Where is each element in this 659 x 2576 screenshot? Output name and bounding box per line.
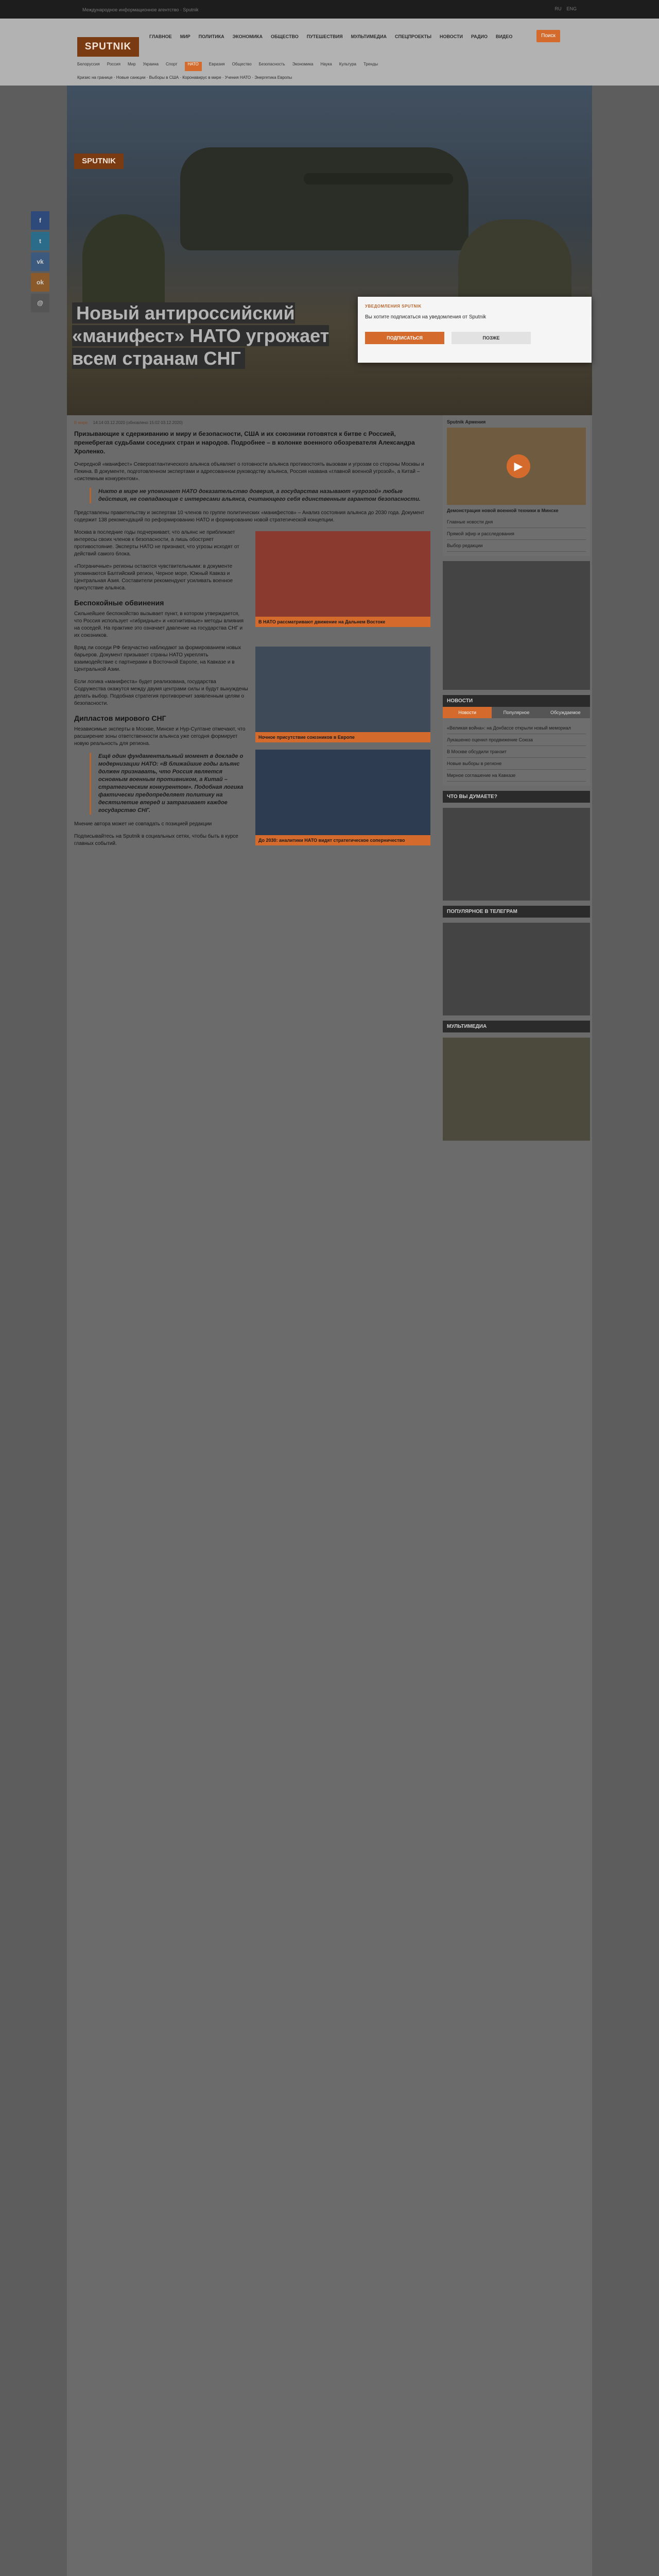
list-item[interactable]: Новые выборы в регионе	[447, 758, 586, 770]
subnav-item[interactable]: Спорт	[166, 62, 178, 66]
ad-banner[interactable]	[443, 561, 590, 690]
paragraph: «Пограничные» регионы остаются чувствительными: в документе упоминаются Балтийский регион, Черное море, Южный Кавказ и Центральная Азия. Составители рекомендуют усиливать военное присутствие альянса.	[74, 564, 233, 591]
inline-figure[interactable]	[255, 647, 430, 742]
figure-caption[interactable]: В НАТО рассматривают движение на Дальнем Востоке	[255, 617, 430, 627]
article-lead: Призывающие к сдерживанию и миру и безопасности, США и их союзники готовятся к битве с Россией, пренебрегая судьбами соседних стран и народов. Подробнее – в колонке военного обозревателя Александра Хроленко.	[74, 430, 415, 455]
twitter-icon[interactable]: t	[31, 232, 49, 250]
paragraph: Независимые эксперты в Москве, Минске и Нур-Султане отмечают, что расширение зоны ответственности альянса уже сегодня формирует новую реальность для региона.	[74, 726, 246, 747]
top-bar	[0, 0, 659, 19]
subnav-item[interactable]: Мир	[127, 62, 136, 66]
article-title: Новый антироссийский «манифест» НАТО угрожает всем странам СНГ	[72, 302, 330, 369]
figure-image	[255, 531, 430, 617]
list-item[interactable]: Мирное соглашение на Кавказе	[447, 770, 586, 782]
tab-news[interactable]: Новости	[443, 707, 492, 718]
dialog-caption: УВЕДОМЛЕНИЯ SPUTNIK	[365, 304, 422, 309]
tank-barrel	[304, 173, 453, 184]
nav-item[interactable]: МИР	[180, 34, 190, 39]
language-switcher[interactable]: RU ENG	[554, 6, 577, 11]
nav-item[interactable]: ПУТЕШЕСТВИЯ	[306, 34, 343, 39]
section-heading: Дипластов мирового СНГ	[74, 714, 166, 722]
vk-icon[interactable]: vk	[31, 252, 49, 271]
article-body	[67, 415, 438, 857]
search-button[interactable]: Поиск	[536, 30, 560, 42]
subnav-item[interactable]: Евразия	[209, 62, 225, 66]
figure-caption[interactable]: До 2030: аналитики НАТО видят стратегическое соперничество	[255, 835, 430, 845]
nav-item[interactable]: ГЛАВНОЕ	[149, 34, 172, 39]
site-header	[0, 19, 659, 86]
subnav-item[interactable]: Украина	[143, 62, 159, 66]
paragraph: Если логика «манифеста» будет реализована, государства Содружества окажутся между двумя центрами силы и будут вынуждены делать выбор. Подобная стратегия противоречит заявленным целям о безопасности.	[74, 679, 248, 706]
nav-item[interactable]: РАДИО	[471, 34, 488, 39]
card-heading: Sputnik Армения	[447, 419, 486, 425]
pull-quote: Ещё один фундаментальный момент в докладе о модернизации НАТО: «В ближайшие годы альянс должен признавать, что Россия является основным военным противником, а Китай – стратегическим конкурентом». Подобная логика фактически предопределяет политику на десятилетие вперед и затрагивает каждое государство СНГ.	[90, 753, 430, 815]
video-title[interactable]: Демонстрация новой военной техники в Минске	[447, 508, 559, 513]
subnav-item[interactable]: Белоруссия	[77, 62, 100, 66]
paragraph: Сильнейшее беспокойство вызывает пункт, в котором утверждается, что Россия использует «гибридные» и «когнитивные» методы влияния на соседей. На практике это означает давление на государства СНГ и их союзников.	[74, 611, 244, 638]
main-container	[67, 86, 592, 2576]
subnav-item[interactable]: Наука	[320, 62, 332, 66]
section-heading: Беспокойные обвинения	[74, 599, 164, 607]
subnav-item-selected[interactable]: НАТО	[185, 62, 202, 71]
paragraph: Мнение автора может не совпадать с позицией редакции	[74, 821, 212, 827]
sub-nav	[77, 62, 582, 71]
sputnik-logo[interactable]: SPUTNIK	[77, 37, 139, 57]
hero-logo: SPUTNIK	[74, 154, 124, 169]
nav-item[interactable]: ОБЩЕСТВО	[271, 34, 299, 39]
odnoklassniki-icon[interactable]: ok	[31, 273, 49, 292]
facebook-icon[interactable]: f	[31, 211, 49, 230]
sidebar	[443, 415, 590, 1141]
paragraph: Вряд ли соседи РФ безучастно наблюдают за формированием новых барьеров. Документ призывает страны НАТО укреплять взаимодействие с партнерами в Восточной Европе, на Кавказе и в Центральной Азии.	[74, 645, 241, 672]
nav-item[interactable]: МУЛЬТИМЕДИА	[351, 34, 387, 39]
pull-quote: Никто в мире не упоминает НАТО доказательство доверия, а государства называют «угрозой» любые действия, не совпадающие с интересами альянса, считающего себя единственным гарантом безопасности.	[90, 488, 430, 503]
later-button[interactable]: ПОЗЖЕ	[452, 332, 531, 344]
tab-popular[interactable]: Популярное	[503, 710, 530, 715]
inline-figure[interactable]	[255, 750, 430, 845]
share-bar	[31, 211, 49, 314]
figure-caption[interactable]: Ночное присутствие союзников в Европе	[255, 732, 430, 742]
paragraph: Москва в последние годы подчеркивает, что альянс не приближает интересы своих членов к безопасности, а лишь обостряет противостояние. Эксперты НАТО не признают, что угрозы исходят от действий самого блока.	[74, 530, 239, 557]
subnav-item[interactable]: Тренды	[363, 62, 378, 66]
article-time: 14:14 03.12.2020 (обновлено 15:02 03.12.2020)	[93, 420, 183, 425]
paragraph: Подписывайтесь на Sputnik в социальных сетях, чтобы быть в курсе главных событий.	[74, 834, 238, 846]
sidebar-heading: ПОПУЛЯРНОЕ В ТЕЛЕГРАМ	[443, 906, 590, 918]
nav-item[interactable]: ЭКОНОМИКА	[232, 34, 263, 39]
nav-item[interactable]: СПЕЦПРОЕКТЫ	[395, 34, 431, 39]
news-tabs	[443, 707, 590, 718]
subnav-item[interactable]: Общество	[232, 62, 252, 66]
video-player[interactable]	[447, 428, 586, 505]
email-icon[interactable]: @	[31, 294, 49, 312]
notification-dialog	[358, 297, 592, 363]
sidebar-heading: НОВОСТИ	[443, 695, 590, 707]
inline-figure[interactable]	[255, 531, 430, 627]
tab-discussed[interactable]: Обсуждаемое	[550, 710, 581, 715]
nav-item[interactable]: ВИДЕО	[495, 34, 513, 39]
subnav-item[interactable]: Культура	[339, 62, 356, 66]
video-card	[443, 415, 590, 556]
tank-figure	[180, 147, 469, 250]
list-item[interactable]: «Великая война»: на Донбассе открыли новый мемориал	[447, 722, 586, 734]
list-item[interactable]: В Москве обсудили транзит	[447, 746, 586, 758]
figure-image	[255, 647, 430, 732]
play-icon[interactable]: ▶	[507, 454, 530, 478]
paragraph: Очередной «манифест» Североатлантического альянса объявляет о готовности альянса противостоять вызовам и угрозам со стороны Москвы и Пекина. В документе, подготовленном экспертами и адресованном руководству альянса, Россия названа «главной военной угрозой», а Китай – «системным конкурентом».	[74, 462, 424, 482]
card-list	[447, 516, 586, 552]
list-item[interactable]: Главные новости дня	[447, 516, 586, 528]
latest-news-list	[443, 718, 590, 786]
subnav-item[interactable]: Экономика	[292, 62, 314, 66]
subnav-item[interactable]: Безопасность	[258, 62, 285, 66]
nav-item[interactable]: НОВОСТИ	[439, 34, 463, 39]
telegram-block[interactable]	[443, 923, 590, 1015]
news-ticker[interactable]: Кризис на границе · Новые санкции · Выборы в США · Коронавирус в мире · Учения НАТО · Энергетика Европы	[77, 75, 292, 80]
list-item[interactable]: Прямой эфир и расследования	[447, 528, 586, 540]
paragraph: Представлены правительству и экспертам 10 членов по группе политических «манифестов» – Анализ состояния альянса до 2030 года. Документ содержит 138 рекомендаций по реформированию НАТО и формированию новой стратегической концепции.	[74, 510, 425, 523]
list-item[interactable]: Выбор редакции	[447, 540, 586, 552]
poll-block[interactable]	[443, 808, 590, 901]
dialog-text: Вы хотите подписаться на уведомления от Sputnik	[365, 314, 487, 320]
sidebar-heading: МУЛЬТИМЕДИА	[443, 1021, 590, 1032]
article-meta	[74, 419, 430, 427]
sidebar-heading: ЧТО ВЫ ДУМАЕТЕ?	[443, 791, 590, 803]
list-item[interactable]: Лукашенко оценил продвижение Союза	[447, 734, 586, 746]
multimedia-block[interactable]	[443, 1038, 590, 1141]
article-tag[interactable]: В мире	[74, 420, 88, 425]
subnav-item[interactable]: Россия	[107, 62, 120, 66]
subscribe-button[interactable]: ПОДПИСАТЬСЯ	[365, 332, 444, 344]
top-bar-left: Международное информационное агентство · Sputnik	[82, 7, 199, 12]
hero-image	[67, 86, 592, 415]
figure-image	[255, 750, 430, 835]
main-nav	[149, 34, 541, 44]
nav-item[interactable]: ПОЛИТИКА	[198, 34, 224, 39]
